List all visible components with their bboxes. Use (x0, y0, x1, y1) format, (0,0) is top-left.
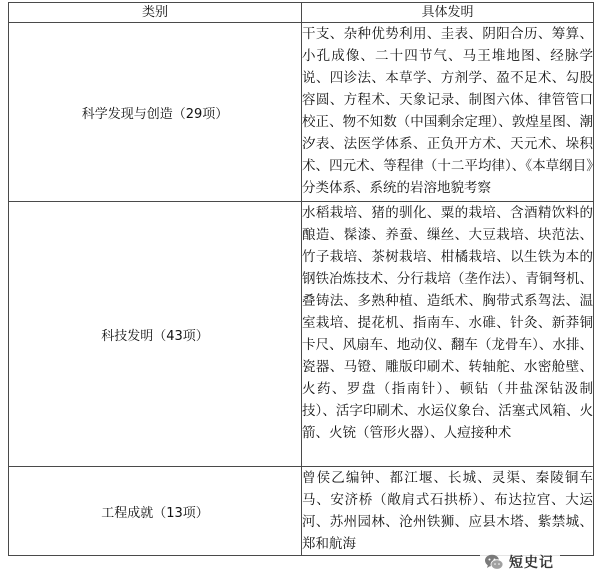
table-row-technology (9, 202, 594, 467)
category-engineering: 工程成就（13项） (9, 467, 302, 556)
inventions-table (8, 2, 594, 556)
details-technology: 水稻栽培、猪的驯化、粟的栽培、含酒精饮料的酿造、髹漆、养蚕、缫丝、大豆栽培、块范法、竹子栽培、茶树栽培、柑橘栽培、以生铁为本的钢铁冶炼技术、分行栽培（垄作法）、青铜弩机、叠铸法、多熟种植、造纸术、胸带式系驾法、温室栽培、提花机、指南车、水碓、针灸、新莽铜卡尺、风扇车、地动仪、翻车（龙骨车）、水排、瓷器、马镫、雕版印刷术、转轴舵、水密舱壁、火药、罗盘（指南针）、顿钻（井盐深钻汲制技）、活字印刷术、水运仪象台、活塞式风箱、火箭、火铳（管形火器）、人痘接种术 (302, 202, 594, 467)
details-science: 干支、杂种优势利用、圭表、阴阳合历、筹算、小孔成像、二十四节气、马王堆地图、经脉学说、四诊法、本草学、方剂学、盈不足术、勾股容圆、方程术、天象记录、制图六体、律管管口校正、物不知数（中国剩余定理）、敦煌星图、潮汐表、法医学体系、正负开方术、天元术、垛积术、四元术、等程律（十二平均律）、《本草纲目》分类体系、系统的岩溶地貌考察 (302, 23, 594, 202)
table-row-science (9, 23, 594, 202)
header-details: 具体发明 (302, 3, 594, 23)
category-technology: 科技发明（43项） (9, 202, 302, 467)
wechat-logo-icon (484, 552, 504, 572)
table-header-row (9, 3, 594, 23)
header-category: 类别 (9, 3, 302, 23)
watermark-text: 短史记 (509, 555, 554, 571)
details-engineering: 曾侯乙编钟、都江堰、长城、灵渠、秦陵铜车马、安济桥（敞肩式石拱桥）、布达拉宫、大运河、苏州园林、沧州铁狮、应县木塔、紫禁城、郑和航海 (302, 467, 594, 556)
watermark (480, 551, 560, 573)
table-row-engineering (9, 467, 594, 556)
category-science: 科学发现与创造（29项） (9, 23, 302, 202)
